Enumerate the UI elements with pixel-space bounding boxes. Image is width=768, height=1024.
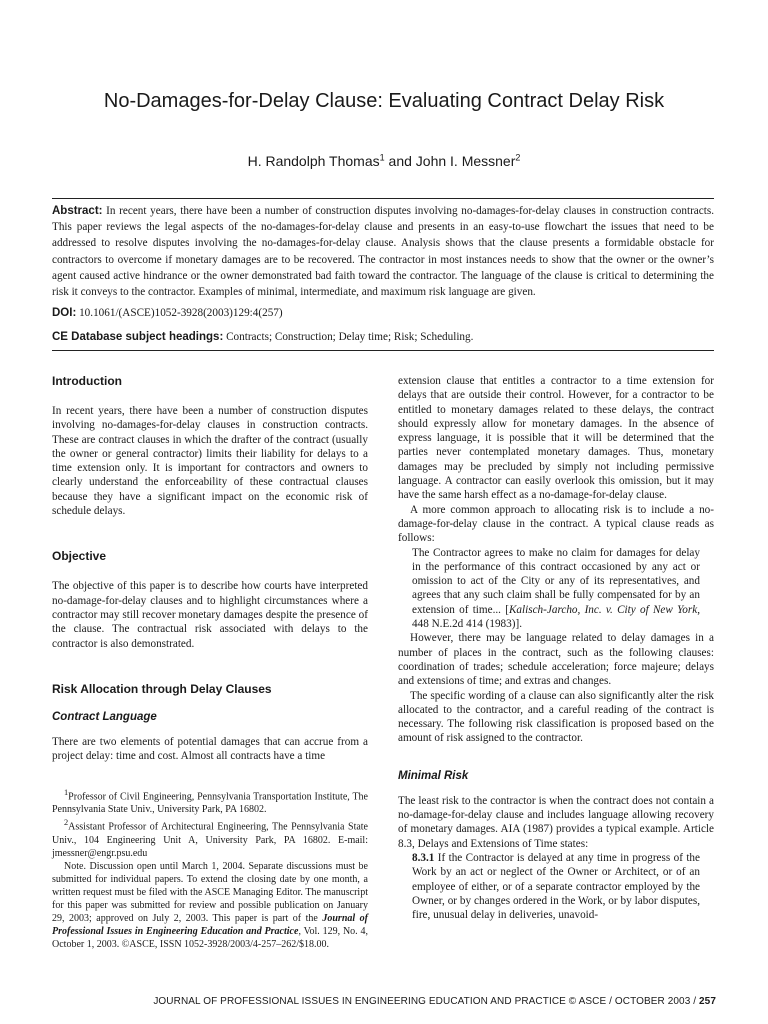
article-text: If the Contractor is delayed at any time in progress of the Work by an act or neglect of the Owner or Architect, or of an employee of either, or of a separate contractor employed by the Owner, or by changes ordered in the Work, or by labor disputes, fire, unusual delay in deliveries, unavoid- (412, 851, 700, 922)
contract-language-paragraph: There are two elements of potential damages that can accrue from a project delay: time and cost. Almost all contracts have a time (52, 735, 368, 763)
subject-headings-value: Contracts; Construction; Delay time; Risk; Scheduling. (226, 331, 474, 343)
author-2-affiliation-mark: 2 (515, 152, 521, 163)
abstract-label: Abstract: (52, 205, 103, 217)
doi-label: DOI: (52, 307, 77, 319)
doi-value[interactable]: 10.1061/(ASCE)1052-3928(2003)129:4(257) (79, 307, 283, 319)
article-quote (398, 851, 714, 922)
abstract-bottom-rule (52, 350, 714, 351)
right-paragraph-2: A more common approach to allocating risk is to include a no-damage-for-delay clause in the contract. A typical clause reads as follows: (398, 503, 714, 545)
footnote-1 (52, 786, 368, 816)
author-joiner: and (384, 153, 416, 169)
discussion-note-text-b: , Vol. 129, No. 4, October 1, 2003. ©ASCE, ISSN 1052-3928/2003/4-257–262/$18.00. (52, 925, 368, 950)
abstract-text: In recent years, there have been a number of construction disputes involving no-damages-for-delay clauses in construction contracts. This paper reviews the legal aspects of the no-damages-for-delay clause and presents in an easy-to-use flowchart the issues that need to be addressed to resolve disputes involving the no-damages-for-delay clause. Analysis shows that the clause presents a formidable obstacle for contractors to overcome if monetary damages are to be recovered. The contractor in most instances needs to show that the owner or the owner’s agent caused active hindrance or the owner demonstrated bad faith toward the contractor. The language of the clause is critical to determining the risk it conveys to the contractor. Examples of minimal, intermediate, and maximum risk language are given. (52, 205, 714, 299)
author-1-affiliation-mark: 1 (379, 152, 385, 163)
discussion-note (52, 860, 368, 951)
author-2: John I. Messner (415, 153, 516, 169)
doi-line (52, 306, 714, 321)
typical-clause-quote (398, 546, 714, 632)
introduction-paragraph: In recent years, there have been a number of construction disputes involving no-damages-for-delay clauses in construction contracts. These are contract clauses in which the drafter of the contract (usually the owner or general contractor) limits their liability for delays to a time extension only. It is important for contractors and owners to clearly understand the enforceability of these contractual clauses because they have a significant impact on the economic risk of schedule delays. (52, 405, 368, 518)
journal-name: Journal of Professional Issues in Engineering Education and Practice (52, 912, 368, 937)
footnotes (52, 786, 368, 951)
minimal-risk-paragraph: The least risk to the contractor is when the contract does not contain a no-damage-for-delay clause and includes language allowing recovery of monetary damages. AIA (1987) provides a typical example. Article 8.3, Delays and Extensions of Time states: (398, 794, 714, 850)
page-footer (153, 996, 716, 1008)
discussion-note-text-a: Note. Discussion open until March 1, 2004. Separate discussions must be submitted for individual papers. To extend the closing date by one month, a written request must be filed with the ASCE Managing Editor. The manuscript for this paper was submitted for review and possible publication on January 29, 2003; approved on July 2, 2003. This paper is part of the (52, 860, 368, 924)
author-1: H. Randolph Thomas (247, 153, 380, 169)
quote-citation: , 448 N.E.2d 414 (1983)]. (412, 603, 700, 631)
contract-language-heading: Contract Language (52, 710, 157, 723)
footer-journal-line: JOURNAL OF PROFESSIONAL ISSUES IN ENGINEERING EDUCATION AND PRACTICE © ASCE / OCTOBER 2003 / (153, 996, 699, 1007)
page-number: 257 (699, 996, 716, 1007)
right-paragraph-1: extension clause that entitles a contractor to a time extension for delays that are outside their control. However, for a contractor to be entitled to monetary damages related to these delays, the contract should expressly allow for monetary damages. In the absence of express language, it is possible that it will be determined that the parties never contemplated monetary damages. Thus, monetary damages may be precluded by simply not including permissive language. A contractor can easily overlook this omission, but it may have the same harsh effect as a no-damage-for-delay clause. (398, 375, 714, 502)
right-column (398, 374, 714, 922)
introduction-heading: Introduction (52, 374, 122, 388)
author-line (60, 152, 708, 170)
subject-headings-label: CE Database subject headings: (52, 331, 224, 343)
subject-headings (52, 330, 714, 345)
footnote-2-mark: 2 (64, 818, 69, 828)
minimal-risk-heading: Minimal Risk (398, 769, 469, 782)
objective-paragraph: The objective of this paper is to describe how courts have interpreted no-damage-for-delay clauses and to highlight circumstances where a contractor may still recover monetary damages despite the presence of the clause. The contractual risk associated with delays to the contractor is also demonstrated. (52, 580, 368, 650)
footnote-2-text: Assistant Professor of Architectural Engineering, The Pennsylvania State Univ., 104 Engineering Unit A, University Park, PA 16802. E-mail: jmessner@engr.psu.edu (52, 821, 368, 859)
objective-heading: Objective (52, 549, 107, 564)
abstract (52, 203, 714, 300)
footnote-1-text: Professor of Civil Engineering, Pennsylvania Transportation Institute, The Pennsylvania State Univ., University Park, PA 16802. (52, 791, 368, 816)
risk-allocation-heading: Risk Allocation through Delay Clauses (52, 681, 272, 696)
right-paragraph-4: The specific wording of a clause can also significantly alter the risk allocated to the contractor, and a careful reading of the contract is necessary. The following risk classification is proposed based on the amount of risk assigned to the contractor. (398, 689, 714, 745)
article-number: 8.3.1 (412, 851, 435, 864)
left-column (52, 374, 368, 763)
abstract-top-rule (52, 198, 714, 199)
quote-text: The Contractor agrees to make no claim for damages for delay in the performance of this contract occasioned by any act or omission to act of the City or any of its representatives, and agrees that any such claim shall be fully compensated for by an extension of time... [ (412, 546, 700, 616)
quote-case-name: Kalisch-Jarcho, Inc. v. City of New York (508, 603, 698, 616)
footnote-1-mark: 1 (64, 788, 69, 797)
footnote-2 (52, 816, 368, 859)
right-paragraph-3: However, there may be language related to delay damages in a number of places in the contract, such as the following clauses: coordination of trades; schedule acceleration; force majeure; delays and extensions of time; and extras and changes. (398, 632, 714, 688)
paper-title: No-Damages-for-Delay Clause: Evaluating Contract Delay Risk (103, 90, 665, 112)
